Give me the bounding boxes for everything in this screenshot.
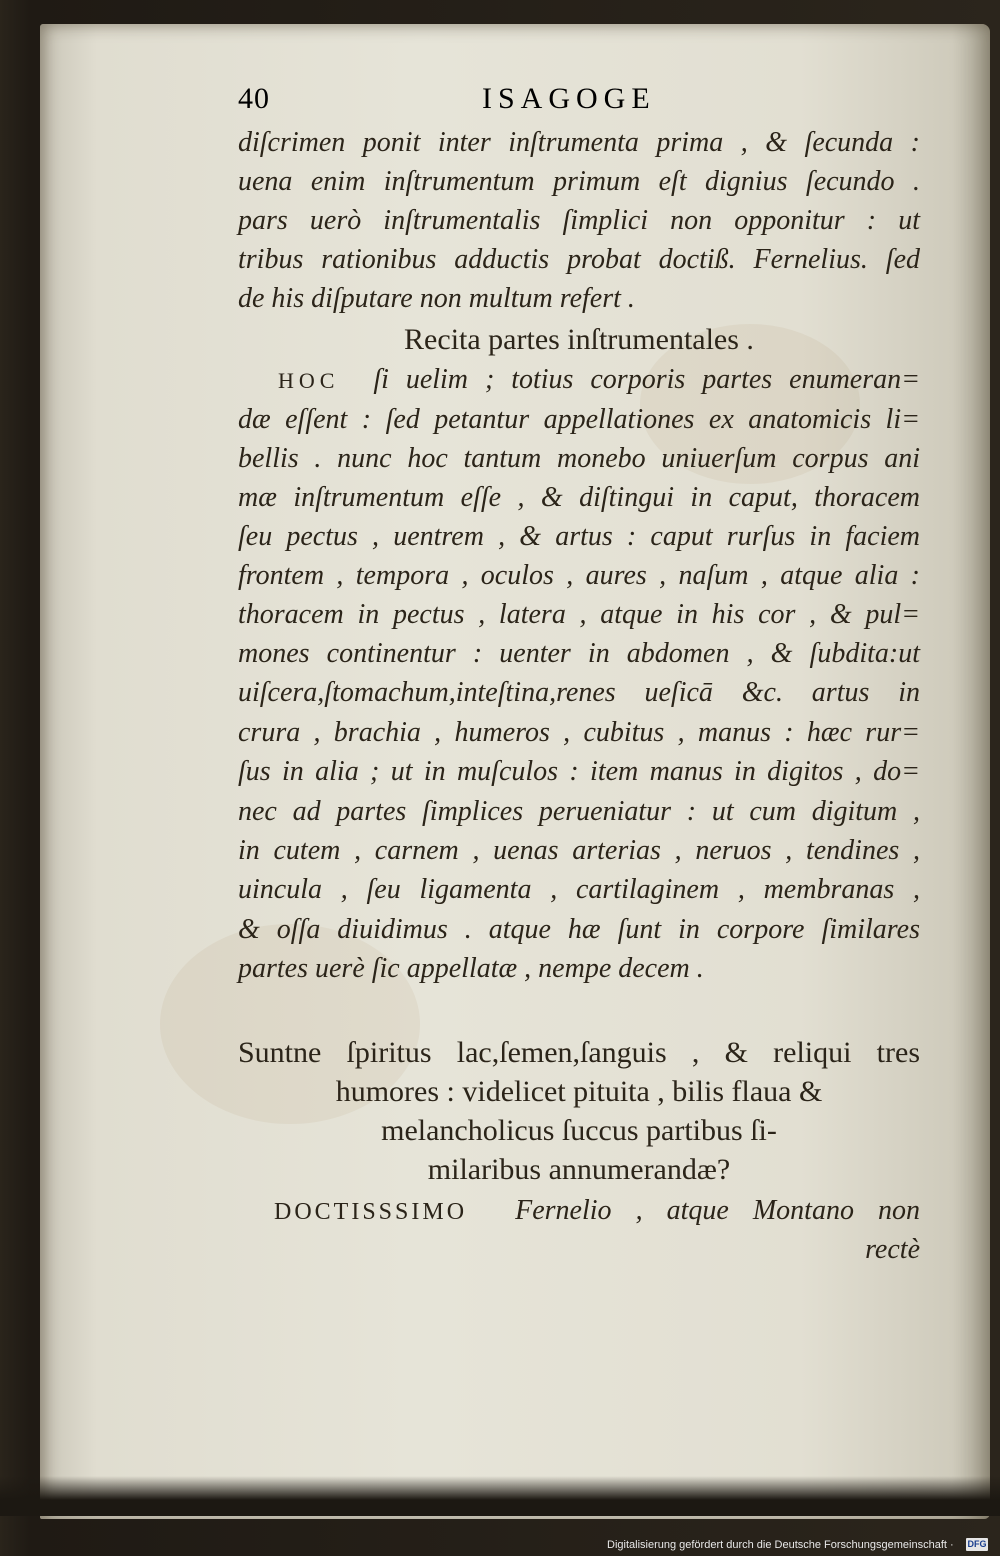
paragraph-line: uincula , ſeu ligamenta , cartilaginem , membranas , bbox=[238, 874, 920, 905]
question-heading-line: humores : videlicet pituita , bilis flaua & bbox=[335, 1075, 823, 1108]
paragraph-line: partes uerè ſic appellatæ , nempe decem . bbox=[238, 953, 704, 984]
body-line: diſcrimen ponit inter inſtrumenta prima , & ſecunda : bbox=[238, 127, 920, 158]
question-heading-line: Suntne ſpiritus lac,ſemen,ſanguis , & reliqui tres bbox=[238, 1036, 920, 1069]
page-bottom-shadow bbox=[0, 1476, 1000, 1516]
page-number: 40 bbox=[238, 82, 270, 115]
paragraph-line: mones continentur : uenter in abdomen , & ſubdita:ut bbox=[238, 638, 920, 669]
question-heading-line: melancholicus ſuccus partibus ſi- bbox=[381, 1114, 777, 1147]
catchword: rectè bbox=[865, 1234, 920, 1265]
section-heading: Recita partes inſtrumentales . bbox=[404, 323, 754, 356]
paragraph-line: crura , brachia , humeros , cubitus , manus : hæc rur= bbox=[238, 717, 920, 748]
digitization-credit-text: Digitalisierung gefördert durch die Deutsche Forschungsgemeinschaft bbox=[607, 1539, 947, 1551]
page-header bbox=[238, 82, 920, 122]
drop-initial: HOC bbox=[278, 368, 340, 393]
paragraph-line: mæ inſtrumentum eſſe , & diſtingui in caput, thoracem bbox=[238, 482, 920, 513]
dfg-logo-icon: DFG bbox=[967, 1539, 987, 1549]
body-line: uena enim inſtrumentum primum eſt dignius ſecundo . bbox=[238, 166, 920, 197]
body-line: pars uerò inſtrumentalis ſimplici non opponitur : ut bbox=[238, 205, 920, 236]
paragraph-line: nec ad partes ſimplices perueniatur : ut cum digitum , bbox=[238, 796, 920, 827]
paragraph-line: ſeu pectus , uentrem , & artus : caput rurſus in faciem bbox=[238, 521, 920, 552]
paragraph-line: frontem , tempora , oculos , aures , naſum , atque alia : bbox=[238, 560, 920, 591]
paragraph-line-text: ſi uelim ; totius corporis partes enumeran= bbox=[373, 364, 921, 395]
body-line: tribus rationibus adductis probat doctiß. Fernelius. ſed bbox=[238, 244, 920, 275]
paragraph-line-text: Fernelio , atque Montano non bbox=[515, 1195, 920, 1226]
body-line: de his diſputare non multum refert . bbox=[238, 283, 635, 314]
paragraph-line: in cutem , carnem , uenas arterias , neruos , tendines , bbox=[238, 835, 920, 866]
drop-initial: DOCTISSSIMO bbox=[274, 1199, 468, 1225]
paragraph-line: & oſſa diuidimus . atque hæ ſunt in corpore ſimilares bbox=[238, 914, 920, 945]
digitization-credit: Digitalisierung gefördert durch die Deutsche Forschungsgemeinschaft · bbox=[607, 1539, 954, 1551]
paragraph-line: uiſcera,ſtomachum,inteſtina,renes ueſicā &c. artus in bbox=[238, 677, 920, 708]
paragraph-line: dæ eſſent : ſed petantur appellationes ex anatomicis li= bbox=[238, 404, 920, 435]
paragraph-line: thoracem in pectus , latera , atque in his cor , & pul= bbox=[238, 599, 920, 630]
question-heading-line: milaribus annumerandæ? bbox=[427, 1153, 731, 1186]
paragraph-line bbox=[278, 361, 920, 400]
running-head: ISAGOGE bbox=[482, 82, 656, 115]
paragraph-line: ſus in alia ; ut in muſculos : item manus in digitos , do= bbox=[238, 756, 920, 787]
paragraph-line bbox=[274, 1192, 920, 1231]
paragraph-line: bellis . nunc hoc tantum monebo uniuerſum corpus ani bbox=[238, 443, 920, 474]
